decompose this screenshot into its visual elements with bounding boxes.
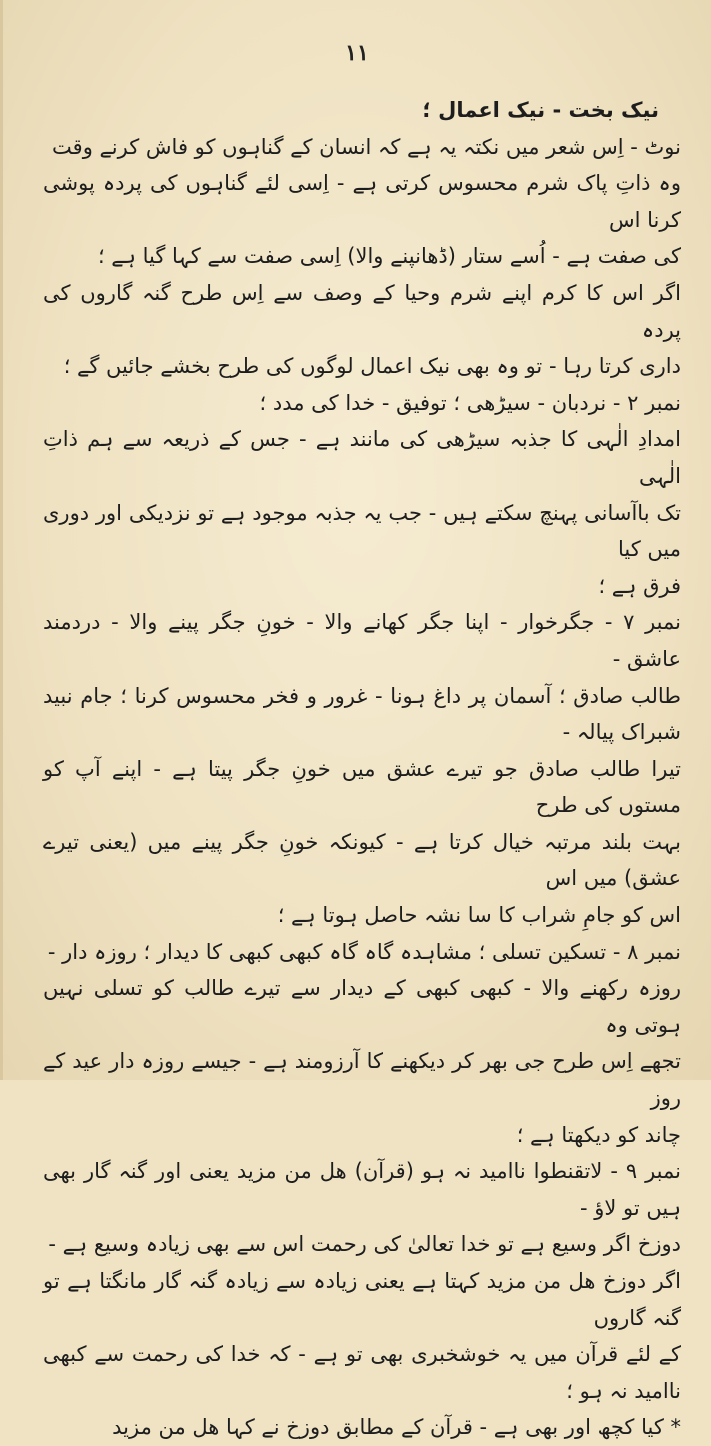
note-number-9: نمبر ۹ - لاتقنطوا ناامید نہ ہو (قرآن) ھل من مزید یعنی اور گنہ گار بھی ہیں تو لاؤ - (43, 1159, 681, 1220)
text-line: چاند کو دیکھتا ہے ؛ (516, 1122, 681, 1147)
page-number: ١١ (345, 40, 369, 66)
text-line: بہت بلند مرتبہ خیال کرتا ہے - کیونکہ خونِ جگر پینے میں (یعنی تیرے عشق) میں اس (43, 829, 681, 891)
text-line: تجھے اِس طرح جی بھر کر دیکھنے کا آرزومند ہے - جیسے روزہ دار عید کے روز (43, 1049, 681, 1111)
text-line: کے لئے قرآن میں یہ خوشخبری بھی تو ہے - کہ خدا کی رحمت سے کبھی ناامید نہ ہو ؛ (43, 1342, 681, 1403)
text-line: دوزخ اگر وسیع ہے تو خدا تعالیٰ کی رحمت اس سے بھی زیادہ وسیع ہے - (48, 1232, 681, 1257)
text-line: نوٹ - اِس شعر میں نکتہ یہ ہے کہ انسان کے گناہوں کو فاش کرنے وقت (52, 134, 681, 159)
note-number-2: نمبر ۲ - نردبان - سیڑھی ؛ توفیق - خدا کی مدد ؛ (259, 390, 681, 415)
text-line: اگر اس کا کرم اپنے شرم وحیا کے وصف سے اِس طرح گنہ گاروں کی پردہ (43, 280, 681, 342)
section-heading: نیک بخت - نیک اعمال ؛ (422, 98, 659, 122)
note-number-7: نمبر ۷ - جگرخوار - اپنا جگر کھانے والا - خونِ جگر پینے والا - دردمند عاشق - (43, 610, 681, 671)
text-line: طالب صادق ؛ آسمان پر داغ ہونا - غرور و فخر محسوس کرنا ؛ جام نبید شبراک پیالہ - (43, 683, 681, 745)
text-line: اس کو جامِ شراب کا سا نشہ حاصل ہوتا ہے ؛ (277, 903, 681, 928)
text-line: کی صفت ہے - اُسے ستار (ڈھانپنے والا) اِسی صفت سے کہا گیا ہے ؛ (97, 244, 681, 269)
text-line: روزہ رکھنے والا - کبھی کبھی کے دیدار سے تیرے طالب کو تسلی نہیں ہوتی وہ (43, 976, 681, 1037)
body-text (43, 92, 681, 1446)
text-line: داری کرتا رہا - تو وہ بھی نیک اعمال لوگوں کی طرح بخشے جائیں گے ؛ (63, 354, 681, 379)
text-line: فرق ہے ؛ (598, 573, 681, 598)
text-line: وہ ذاتِ پاک شرم محسوس کرتی ہے - اِسی لئے گناہوں کی پردہ پوشی کرنا اس (43, 171, 681, 232)
note-number-8: نمبر ۸ - تسکین تسلی ؛ مشاہدہ گاہ گاہ کبھی کبھی کا دیدار ؛ روزہ دار - (47, 939, 681, 964)
footnote: * کیا کچھ اور بھی ہے - قرآن کے مطابق دوزخ نے کہا ھل من مزید (112, 1415, 681, 1440)
text-line: تک باآسانی پہنچ سکتے ہیں - جب یہ جذبہ موجود ہے تو نزدیکی اور دوری میں کیا (43, 500, 681, 562)
text-line: تیرا طالب صادق جو تیرے عشق میں خونِ جگر پیتا ہے - اپنے آپ کو مستوں کی طرح (43, 756, 681, 818)
text-line: امدادِ الٰہی کا جذبہ سیڑھی کی مانند ہے - جس کے ذریعہ سے ہم ذاتِ الٰہی (43, 427, 681, 488)
text-line: اگر دوزخ ھل من مزید کہتا ہے یعنی زیادہ سے زیادہ گنہ گار مانگتا ہے تو گنہ گاروں (43, 1269, 681, 1330)
